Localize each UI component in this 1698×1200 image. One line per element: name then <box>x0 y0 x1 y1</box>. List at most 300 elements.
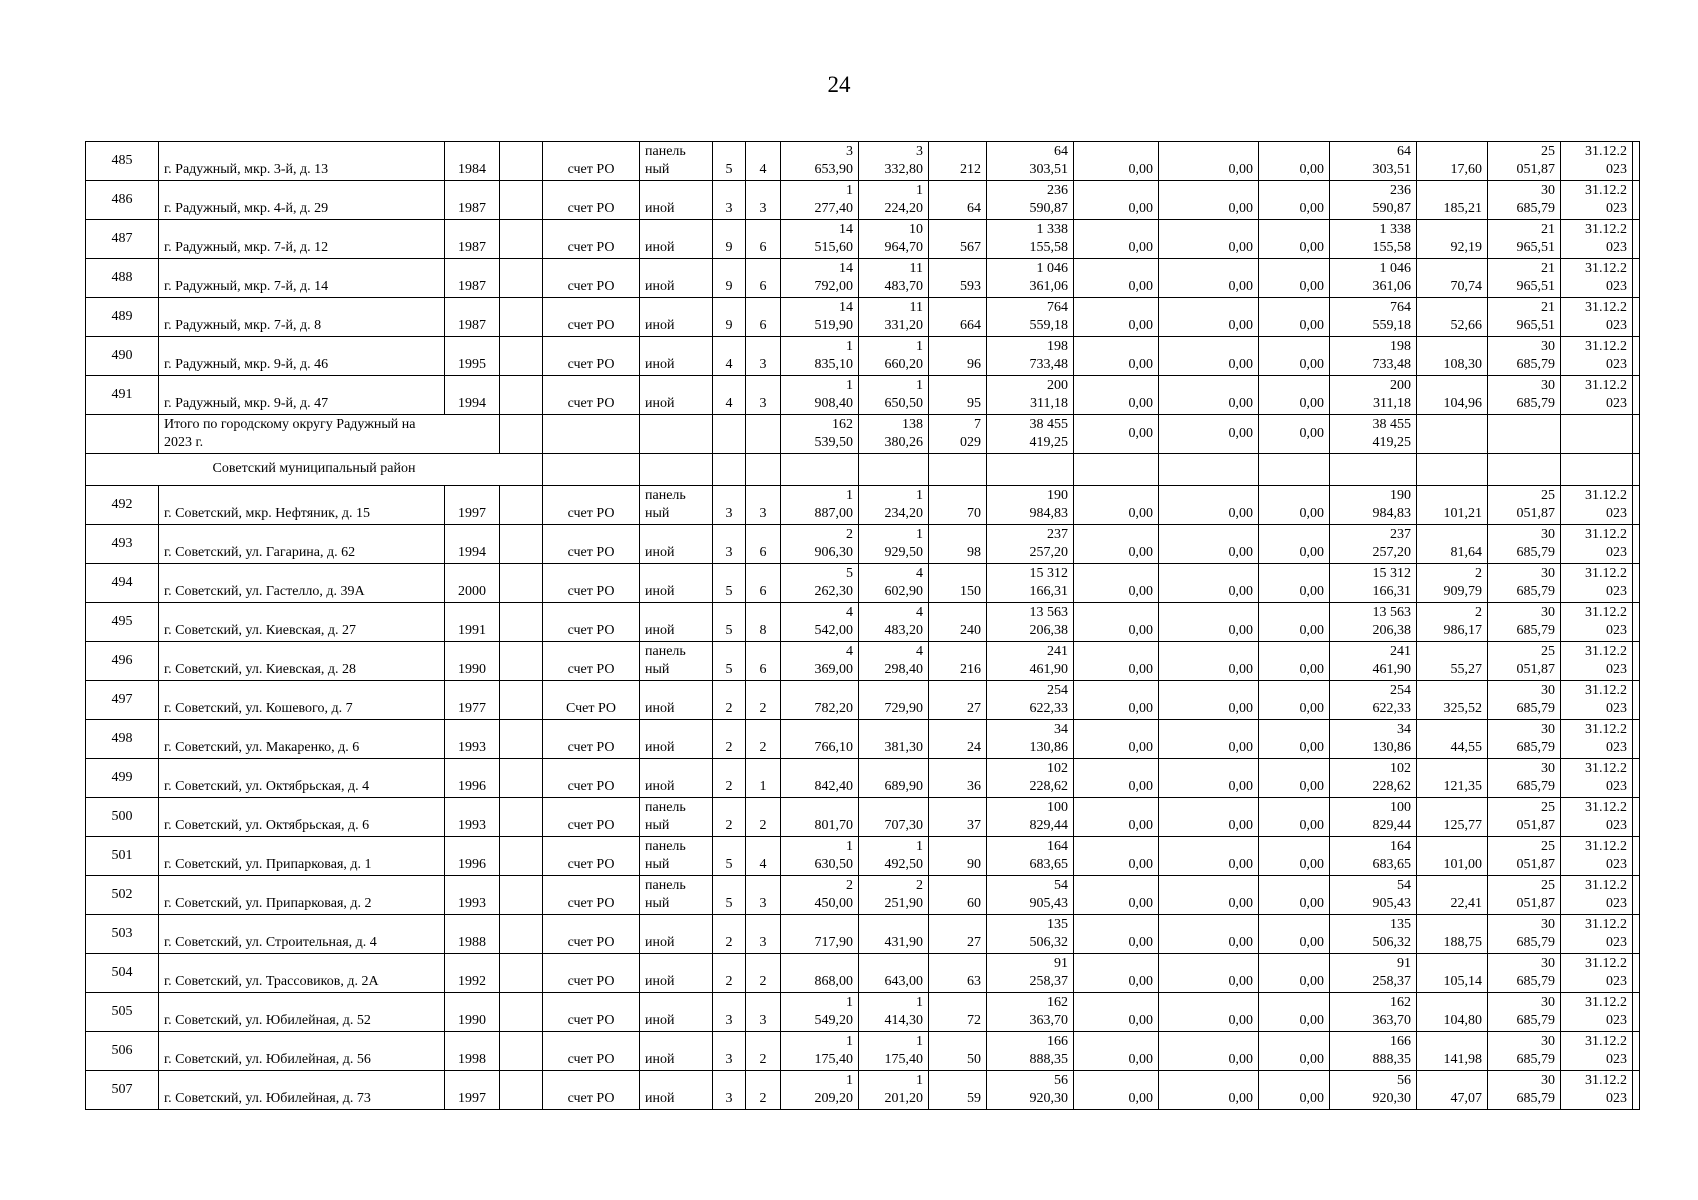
cell-blank-column <box>500 837 543 876</box>
cell-cost-regional: 0,00 <box>1159 720 1259 759</box>
cell-limit-per-sqm: 21 965,51 <box>1488 298 1561 337</box>
cell-total-cost: 764 559,18 <box>987 298 1074 337</box>
cell-total-cost: 190 984,83 <box>987 486 1074 525</box>
cell-fund-method: счет РО <box>543 486 640 525</box>
cell-spacer <box>1633 337 1640 376</box>
cell-cost-regional: 0,00 <box>1159 603 1259 642</box>
cell-living-area: 10 964,70 <box>859 220 929 259</box>
cell-total-cost: 54 905,43 <box>987 876 1074 915</box>
table-row <box>86 337 1640 376</box>
cell-limit-per-sqm: 30 685,79 <box>1488 681 1561 720</box>
cell-empty <box>987 454 1074 486</box>
cell-cost-federal: 0,00 <box>1074 954 1159 993</box>
total-cost-owners: 38 455 419,25 <box>1330 415 1417 454</box>
cell-living-area: 1 929,50 <box>859 525 929 564</box>
cell-limit-per-sqm: 30 685,79 <box>1488 1071 1561 1110</box>
table-row <box>86 681 1640 720</box>
cell-limit-per-sqm: 30 685,79 <box>1488 337 1561 376</box>
cell-year-built: 1991 <box>445 603 500 642</box>
table-row <box>86 993 1640 1032</box>
cell-floors: 2 <box>713 798 746 837</box>
cell-spacer <box>1633 993 1640 1032</box>
cell-deadline: 31.12.2 023 <box>1561 337 1633 376</box>
cell-total-cost: 198 733,48 <box>987 337 1074 376</box>
total-total-area: 162 539,50 <box>781 415 859 454</box>
cell-total-cost: 15 312 166,31 <box>987 564 1074 603</box>
cell-entrances: 1 <box>746 759 781 798</box>
page-number: 24 <box>827 72 851 97</box>
cell-spacer <box>1633 759 1640 798</box>
cell-living-area: 11 331,20 <box>859 298 929 337</box>
cell-total-area: 14 792,00 <box>781 259 859 298</box>
cell-cost-local: 0,00 <box>1259 915 1330 954</box>
cell-year-built: 1994 <box>445 525 500 564</box>
cell-cost-per-sqm: 22,41 <box>1417 876 1488 915</box>
cell-limit-per-sqm: 25 051,87 <box>1488 837 1561 876</box>
cell-cost-per-sqm: 141,98 <box>1417 1032 1488 1071</box>
cell-spacer <box>1633 376 1640 415</box>
cell-cost-owners: 56 920,30 <box>1330 1071 1417 1110</box>
cell-deadline: 31.12.2 023 <box>1561 954 1633 993</box>
cell-address: г. Советский, ул. Макаренко, д. 6 <box>159 720 445 759</box>
cell-entrances: 4 <box>746 142 781 181</box>
cell-year-built: 1993 <box>445 798 500 837</box>
cell-living-area: 1 414,30 <box>859 993 929 1032</box>
cell-floors: 4 <box>713 376 746 415</box>
table-body <box>86 142 1640 1110</box>
cell-cost-regional: 0,00 <box>1159 759 1259 798</box>
cell-year-built: 1997 <box>445 486 500 525</box>
cell-residents: 95 <box>929 376 987 415</box>
cell-cost-per-sqm: 104,96 <box>1417 376 1488 415</box>
cell-total-area: 4 542,00 <box>781 603 859 642</box>
cell-cost-local: 0,00 <box>1259 337 1330 376</box>
cell-year-built: 1990 <box>445 642 500 681</box>
cell-year-built: 1998 <box>445 1032 500 1071</box>
cell-wall-material: иной <box>640 954 713 993</box>
cell-deadline: 31.12.2 023 <box>1561 259 1633 298</box>
cell-entrances: 2 <box>746 798 781 837</box>
cell-row-index: 493 <box>86 525 159 564</box>
table-row <box>86 486 1640 525</box>
cell-total-area: 4 369,00 <box>781 642 859 681</box>
cell-total-area: 842,40 <box>781 759 859 798</box>
cell-spacer <box>1633 876 1640 915</box>
cell-year-built: 1987 <box>445 259 500 298</box>
cell-address: г. Советский, ул. Трассовиков, д. 2А <box>159 954 445 993</box>
cell-cost-per-sqm: 105,14 <box>1417 954 1488 993</box>
cell-total-area: 5 262,30 <box>781 564 859 603</box>
cell-fund-method: счет РО <box>543 954 640 993</box>
cell-cost-regional: 0,00 <box>1159 798 1259 837</box>
cell-floors: 3 <box>713 993 746 1032</box>
cell-wall-material: иной <box>640 759 713 798</box>
cell-row-index: 505 <box>86 993 159 1032</box>
table-row <box>86 181 1640 220</box>
table-row <box>86 564 1640 603</box>
cell-living-area: 643,00 <box>859 954 929 993</box>
cell-total-cost: 166 888,35 <box>987 1032 1074 1071</box>
table-row <box>86 220 1640 259</box>
total-total-cost: 38 455 419,25 <box>987 415 1074 454</box>
cell-living-area: 1 234,20 <box>859 486 929 525</box>
cell-cost-local: 0,00 <box>1259 486 1330 525</box>
cell-total-cost: 100 829,44 <box>987 798 1074 837</box>
section-header-row <box>86 454 1640 486</box>
cell-fund-method: счет РО <box>543 376 640 415</box>
cell-cost-federal: 0,00 <box>1074 837 1159 876</box>
cell-spacer <box>1633 181 1640 220</box>
cell-cost-local: 0,00 <box>1259 1032 1330 1071</box>
cell-blank-column <box>500 486 543 525</box>
cell-cost-per-sqm: 17,60 <box>1417 142 1488 181</box>
cell-address: г. Советский, ул. Киевская, д. 28 <box>159 642 445 681</box>
cell-address: г. Радужный, мкр. 9-й, д. 46 <box>159 337 445 376</box>
table-row <box>86 720 1640 759</box>
cell-cost-per-sqm: 325,52 <box>1417 681 1488 720</box>
cell-year-built: 1996 <box>445 759 500 798</box>
section-title: Советский муниципальный район <box>86 454 543 486</box>
cell-fund-method: счет РО <box>543 337 640 376</box>
cell-empty <box>1633 454 1640 486</box>
cell-total-area: 1 549,20 <box>781 993 859 1032</box>
cell-total-area: 868,00 <box>781 954 859 993</box>
cell-fund-method <box>543 415 640 454</box>
cell-cost-owners: 164 683,65 <box>1330 837 1417 876</box>
cell-cost-owners: 1 046 361,06 <box>1330 259 1417 298</box>
cell-address: г. Радужный, мкр. 4-й, д. 29 <box>159 181 445 220</box>
cell-limit-per-sqm: 30 685,79 <box>1488 759 1561 798</box>
cell-total-area: 766,10 <box>781 720 859 759</box>
cell-cost-regional: 0,00 <box>1159 181 1259 220</box>
cell-total-area: 14 519,90 <box>781 298 859 337</box>
cell-address: г. Советский, ул. Октябрьская, д. 4 <box>159 759 445 798</box>
cell-cost-per-sqm: 101,21 <box>1417 486 1488 525</box>
cell-cost-local: 0,00 <box>1259 142 1330 181</box>
cell-year-built: 1994 <box>445 376 500 415</box>
cell-cost-per-sqm: 125,77 <box>1417 798 1488 837</box>
cell-fund-method: счет РО <box>543 642 640 681</box>
cell-limit-per-sqm: 30 685,79 <box>1488 525 1561 564</box>
cell-spacer <box>1633 142 1640 181</box>
cell-total-cost: 102 228,62 <box>987 759 1074 798</box>
cell-entrances: 3 <box>746 993 781 1032</box>
table-row <box>86 603 1640 642</box>
cell-wall-material: иной <box>640 993 713 1032</box>
cell-cost-per-sqm: 121,35 <box>1417 759 1488 798</box>
cell-limit-per-sqm: 30 685,79 <box>1488 915 1561 954</box>
cell-living-area: 1 175,40 <box>859 1032 929 1071</box>
cell-cost-regional: 0,00 <box>1159 298 1259 337</box>
cell-total-area: 2 906,30 <box>781 525 859 564</box>
cell-cost-federal: 0,00 <box>1074 298 1159 337</box>
cell-deadline: 31.12.2 023 <box>1561 993 1633 1032</box>
cell-address: г. Советский, ул. Юбилейная, д. 73 <box>159 1071 445 1110</box>
cell-cost-regional: 0,00 <box>1159 642 1259 681</box>
cell-cost-owners: 13 563 206,38 <box>1330 603 1417 642</box>
cell-address: г. Радужный, мкр. 7-й, д. 12 <box>159 220 445 259</box>
cell-entrances: 2 <box>746 681 781 720</box>
total-row <box>86 415 1640 454</box>
cell-total-cost: 91 258,37 <box>987 954 1074 993</box>
cell-cost-regional: 0,00 <box>1159 525 1259 564</box>
cell-cost-per-sqm: 92,19 <box>1417 220 1488 259</box>
cell-cost-local: 0,00 <box>1259 954 1330 993</box>
cell-cost-federal: 0,00 <box>1074 525 1159 564</box>
cell-limit-per-sqm <box>1488 415 1561 454</box>
cell-entrances: 3 <box>746 486 781 525</box>
cell-spacer <box>1633 681 1640 720</box>
cell-deadline: 31.12.2 023 <box>1561 1071 1633 1110</box>
cell-wall-material: иной <box>640 259 713 298</box>
cell-wall-material: иной <box>640 720 713 759</box>
cell-row-index: 501 <box>86 837 159 876</box>
cell-floors: 5 <box>713 876 746 915</box>
cell-wall-material: иной <box>640 1071 713 1110</box>
cell-empty <box>640 454 713 486</box>
cell-blank-column <box>500 759 543 798</box>
cell-deadline: 31.12.2 023 <box>1561 220 1633 259</box>
cell-cost-regional: 0,00 <box>1159 142 1259 181</box>
cell-fund-method: счет РО <box>543 181 640 220</box>
cell-limit-per-sqm: 25 051,87 <box>1488 798 1561 837</box>
cell-total-area: 1 887,00 <box>781 486 859 525</box>
cell-blank-column <box>500 525 543 564</box>
cell-total-cost: 237 257,20 <box>987 525 1074 564</box>
cell-wall-material: панель ный <box>640 837 713 876</box>
cell-address: г. Советский, ул. Октябрьская, д. 6 <box>159 798 445 837</box>
cell-year-built: 1993 <box>445 720 500 759</box>
cell-total-cost: 135 506,32 <box>987 915 1074 954</box>
cell-row-index: 504 <box>86 954 159 993</box>
cell-floors: 5 <box>713 142 746 181</box>
cell-floors: 9 <box>713 259 746 298</box>
cell-deadline: 31.12.2 023 <box>1561 181 1633 220</box>
cell-living-area: 431,90 <box>859 915 929 954</box>
cell-spacer <box>1633 837 1640 876</box>
cell-cost-per-sqm: 70,74 <box>1417 259 1488 298</box>
cell-floors: 3 <box>713 1071 746 1110</box>
cell-floors: 4 <box>713 337 746 376</box>
table-row <box>86 1032 1640 1071</box>
cell-wall-material: панель ный <box>640 642 713 681</box>
cell-total-cost: 64 303,51 <box>987 142 1074 181</box>
cell-row-index: 497 <box>86 681 159 720</box>
cell-cost-regional: 0,00 <box>1159 837 1259 876</box>
cell-entrances: 4 <box>746 837 781 876</box>
cell-fund-method: счет РО <box>543 993 640 1032</box>
cell-cost-federal: 0,00 <box>1074 220 1159 259</box>
cell-limit-per-sqm: 30 685,79 <box>1488 954 1561 993</box>
cell-deadline: 31.12.2 023 <box>1561 142 1633 181</box>
cell-cost-local: 0,00 <box>1259 298 1330 337</box>
cell-living-area: 3 332,80 <box>859 142 929 181</box>
table-row <box>86 142 1640 181</box>
cell-cost-regional: 0,00 <box>1159 337 1259 376</box>
cell-limit-per-sqm: 21 965,51 <box>1488 259 1561 298</box>
cell-entrances: 6 <box>746 220 781 259</box>
table-row <box>86 259 1640 298</box>
cell-total-area: 1 175,40 <box>781 1032 859 1071</box>
cell-empty <box>1417 454 1488 486</box>
cell-cost-per-sqm: 2 986,17 <box>1417 603 1488 642</box>
total-cost-federal: 0,00 <box>1074 415 1159 454</box>
cell-fund-method: счет РО <box>543 876 640 915</box>
cell-year-built: 1984 <box>445 142 500 181</box>
cell-cost-regional: 0,00 <box>1159 564 1259 603</box>
cell-blank-column <box>500 259 543 298</box>
cell-spacer <box>1633 798 1640 837</box>
cell-wall-material: панель ный <box>640 798 713 837</box>
cell-spacer <box>1633 486 1640 525</box>
cell-fund-method: счет РО <box>543 259 640 298</box>
cell-limit-per-sqm: 30 685,79 <box>1488 993 1561 1032</box>
cell-cost-federal: 0,00 <box>1074 564 1159 603</box>
cell-fund-method: счет РО <box>543 298 640 337</box>
cell-address: г. Советский, ул. Киевская, д. 27 <box>159 603 445 642</box>
cell-cost-owners: 190 984,83 <box>1330 486 1417 525</box>
cell-year-built: 1977 <box>445 681 500 720</box>
cell-entrances: 2 <box>746 1032 781 1071</box>
cell-entrances: 6 <box>746 525 781 564</box>
cell-row-index: 488 <box>86 259 159 298</box>
cell-entrances: 3 <box>746 376 781 415</box>
table-row <box>86 837 1640 876</box>
cell-floors: 2 <box>713 915 746 954</box>
cell-living-area: 4 483,20 <box>859 603 929 642</box>
cell-deadline: 31.12.2 023 <box>1561 915 1633 954</box>
cell-residents: 59 <box>929 1071 987 1110</box>
cell-address: г. Советский, ул. Гастелло, д. 39А <box>159 564 445 603</box>
cell-empty <box>1561 454 1633 486</box>
cell-deadline: 31.12.2 023 <box>1561 837 1633 876</box>
cell-residents: 567 <box>929 220 987 259</box>
cell-cost-regional: 0,00 <box>1159 259 1259 298</box>
cell-living-area: 707,30 <box>859 798 929 837</box>
cell-row-index: 492 <box>86 486 159 525</box>
cell-total-area: 1 835,10 <box>781 337 859 376</box>
cell-cost-federal: 0,00 <box>1074 376 1159 415</box>
cell-blank-column <box>500 993 543 1032</box>
cell-fund-method: счет РО <box>543 564 640 603</box>
cell-deadline: 31.12.2 023 <box>1561 603 1633 642</box>
cell-residents: 212 <box>929 142 987 181</box>
cell-cost-federal: 0,00 <box>1074 142 1159 181</box>
cell-entrances: 2 <box>746 720 781 759</box>
cell-blank-column <box>500 642 543 681</box>
cell-cost-per-sqm: 108,30 <box>1417 337 1488 376</box>
cell-row-index: 503 <box>86 915 159 954</box>
cell-blank-column <box>500 337 543 376</box>
cell-residents: 98 <box>929 525 987 564</box>
cell-blank-column <box>500 220 543 259</box>
cell-blank-column <box>500 298 543 337</box>
cell-cost-per-sqm: 44,55 <box>1417 720 1488 759</box>
cell-floors: 5 <box>713 564 746 603</box>
cell-residents: 24 <box>929 720 987 759</box>
cell-residents: 216 <box>929 642 987 681</box>
cell-limit-per-sqm: 30 685,79 <box>1488 181 1561 220</box>
cell-limit-per-sqm: 30 685,79 <box>1488 376 1561 415</box>
cell-empty <box>1159 454 1259 486</box>
cell-cost-federal: 0,00 <box>1074 337 1159 376</box>
cell-cost-federal: 0,00 <box>1074 259 1159 298</box>
cell-empty <box>543 454 640 486</box>
cell-blank-column <box>500 720 543 759</box>
cell-residents: 50 <box>929 1032 987 1071</box>
cell-cost-owners: 91 258,37 <box>1330 954 1417 993</box>
cell-year-built: 1996 <box>445 837 500 876</box>
cell-fund-method: счет РО <box>543 915 640 954</box>
cell-cost-local: 0,00 <box>1259 642 1330 681</box>
cell-address: г. Советский, ул. Кошевого, д. 7 <box>159 681 445 720</box>
cell-row-index: 496 <box>86 642 159 681</box>
cell-entrances: 3 <box>746 876 781 915</box>
cell-fund-method: счет РО <box>543 142 640 181</box>
cell-wall-material: иной <box>640 220 713 259</box>
cell-address: г. Радужный, мкр. 7-й, д. 14 <box>159 259 445 298</box>
cell-cost-per-sqm: 185,21 <box>1417 181 1488 220</box>
cell-spacer <box>1633 720 1640 759</box>
cell-year-built: 1997 <box>445 1071 500 1110</box>
cell-cost-owners: 254 622,33 <box>1330 681 1417 720</box>
cell-deadline: 31.12.2 023 <box>1561 681 1633 720</box>
cell-wall-material: иной <box>640 681 713 720</box>
cell-cost-local: 0,00 <box>1259 876 1330 915</box>
cell-row-index: 506 <box>86 1032 159 1071</box>
cell-living-area: 1 201,20 <box>859 1071 929 1110</box>
cell-entrances: 3 <box>746 181 781 220</box>
cell-limit-per-sqm: 30 685,79 <box>1488 1032 1561 1071</box>
cell-deadline <box>1561 415 1633 454</box>
cell-residents: 70 <box>929 486 987 525</box>
cell-blank-column <box>500 1032 543 1071</box>
cell-total-cost: 56 920,30 <box>987 1071 1074 1110</box>
cell-spacer <box>1633 259 1640 298</box>
cell-residents: 27 <box>929 681 987 720</box>
cell-cost-federal: 0,00 <box>1074 642 1159 681</box>
cell-wall-material: панель ный <box>640 876 713 915</box>
cell-limit-per-sqm: 30 685,79 <box>1488 720 1561 759</box>
cell-residents: 90 <box>929 837 987 876</box>
cell-spacer <box>1633 603 1640 642</box>
table-row <box>86 525 1640 564</box>
cell-spacer <box>1633 220 1640 259</box>
cell-limit-per-sqm: 21 965,51 <box>1488 220 1561 259</box>
cell-cost-regional: 0,00 <box>1159 681 1259 720</box>
cell-cost-per-sqm: 188,75 <box>1417 915 1488 954</box>
cell-total-area: 2 450,00 <box>781 876 859 915</box>
cell-living-area: 11 483,70 <box>859 259 929 298</box>
cell-deadline: 31.12.2 023 <box>1561 798 1633 837</box>
cell-total-area: 1 630,50 <box>781 837 859 876</box>
cell-empty <box>859 454 929 486</box>
cell-fund-method: счет РО <box>543 837 640 876</box>
cell-wall-material <box>640 415 713 454</box>
cell-fund-method: счет РО <box>543 525 640 564</box>
cell-floors: 5 <box>713 837 746 876</box>
cell-spacer <box>1633 1032 1640 1071</box>
cell-floors: 3 <box>713 486 746 525</box>
cell-cost-local: 0,00 <box>1259 1071 1330 1110</box>
cell-residents: 96 <box>929 337 987 376</box>
cell-spacer <box>1633 298 1640 337</box>
cell-empty <box>746 454 781 486</box>
cell-blank-column <box>500 915 543 954</box>
cell-deadline: 31.12.2 023 <box>1561 564 1633 603</box>
table-row <box>86 876 1640 915</box>
cell-total-cost: 254 622,33 <box>987 681 1074 720</box>
